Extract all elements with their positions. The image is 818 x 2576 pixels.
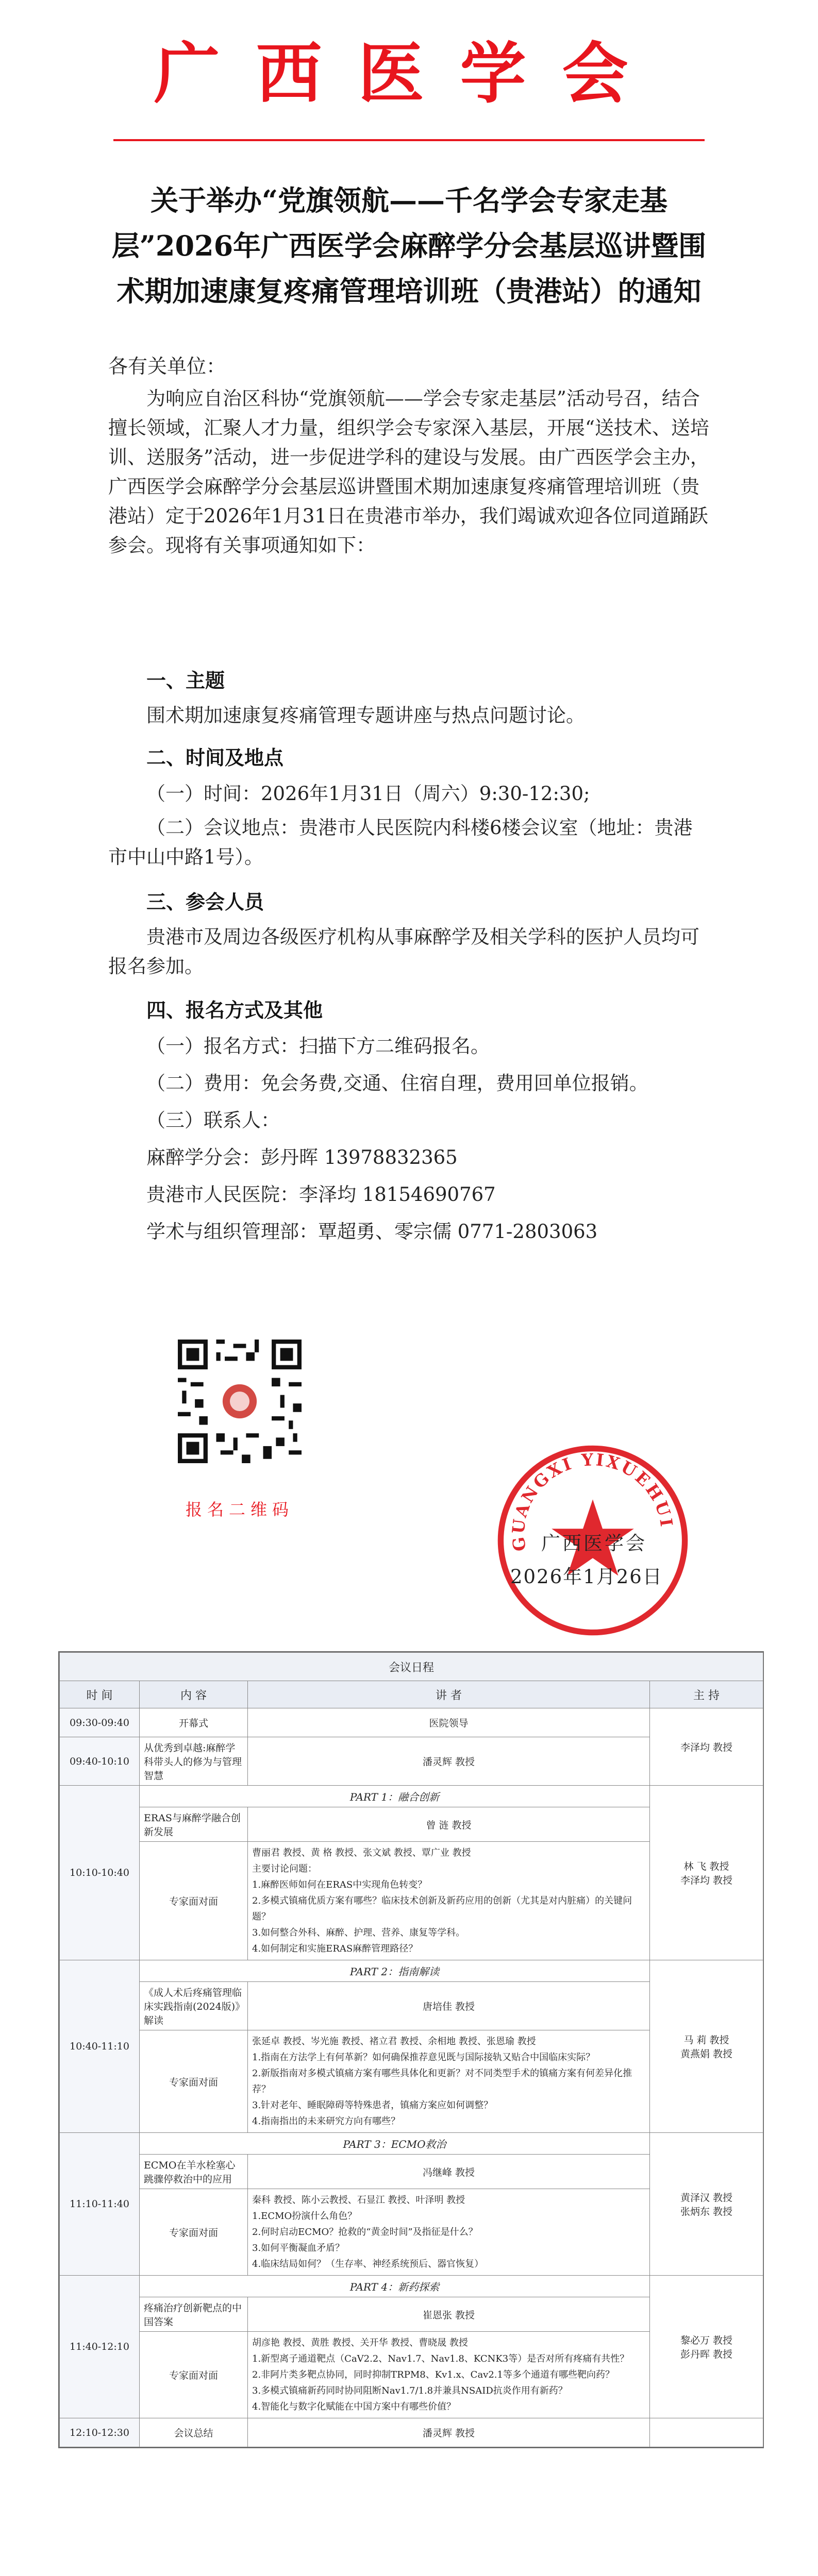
header-host: 主 持 (650, 1681, 763, 1708)
contact-anesthesia: 麻醉学分会：彭丹晖 13978832365 (146, 1146, 458, 1168)
discussion-line: 主要讨论问题： (252, 1863, 317, 1874)
row-time: 09:40-10:10 (60, 1737, 140, 1786)
row-host-empty (650, 2418, 763, 2447)
discussion-line: 1.ECMO扮演什么角色？ (252, 2211, 357, 2222)
signature-org: 广西医学会 (541, 1532, 647, 1554)
discussion-line: 4.指南指出的未来研究方向有哪些？ (252, 2116, 400, 2127)
discussion-line: 3.多模式镇痛新药同时协同阻断Nav1.7/1.8并兼具NSAID抗炎作用有新药？ (252, 2385, 567, 2396)
discussion-panel: 曹丽君 教授、黄 格 教授、张文斌 教授、覃广业 教授 (252, 1848, 471, 1858)
discussion-topics (248, 2189, 650, 2276)
row-speaker: 冯继峰 教授 (248, 2155, 650, 2189)
discussion-line: 4.智能化与数字化赋能在中国方案中有哪些价值？ (252, 2401, 456, 2412)
intro-paragraph: 为响应自治区科协“党旗领航——学会专家走基层”活动号召，结合擅长领域，汇聚人才力量，组织学会专家深入基层，开展“送技术、送培训、送服务”活动，进一步促进学科的建设与发展。由广西医学会主办，广西医学会麻醉学分会基层巡讲暨围术期加速康复疼痛管理培训班（贵港站）定于2026年1月31日在贵港市举办，我们竭诚欢迎各位同道踊跃参会。现将有关事项通知如下： (108, 387, 709, 556)
discussion-line: 1.麻醉医师如何在ERAS中实现角色转变？ (252, 1879, 427, 1890)
part-4-title: PART 4：新药探索 (140, 2276, 650, 2297)
row-host: 林 飞 教授 李泽均 教授 (650, 1786, 763, 1960)
contact-office: 学术与组织管理部：覃超勇、零宗儒 0771-2803063 (146, 1221, 598, 1243)
section-4-heading: 四、报名方式及其他 (146, 998, 323, 1022)
row-time: 10:10-10:40 (60, 1786, 140, 1960)
fee-note: （二）费用：免会务费,交通、住宿自理，费用回单位报销。 (146, 1072, 648, 1094)
discussion-line: 4.如何制定和实施ERAS麻醉管理路径？ (252, 1943, 418, 1954)
row-content: 会议总结 (140, 2418, 248, 2447)
discussion-line: 3.如何平衡凝血矛盾？ (252, 2243, 345, 2253)
section-2-place: （二）会议地点：贵港市人民医院内科楼6楼会议室（地址：贵港市中山中路1号）。 (108, 817, 693, 868)
part-1-title: PART 1：融合创新 (140, 1786, 650, 1807)
row-content: 开幕式 (140, 1708, 248, 1737)
discussion-line: 2.新版指南对多模式镇痛方案有哪些具体化和更新？对不同类型手术的镇痛方案有何差异化推荐？ (252, 2068, 632, 2095)
discussion-panel: 秦科 教授、陈小云教授、石显江 教授、叶泽明 教授 (252, 2195, 465, 2206)
signature-date: 2026年1月26日 (510, 1566, 663, 1588)
discussion-line: 2.何时启动ECMO？抢救的“黄金时间”及指征是什么？ (252, 2227, 478, 2238)
discussion-panel: 胡彦艳 教授、黄胜 教授、关开华 教授、曹晓晟 教授 (252, 2337, 468, 2348)
qr-caption: 报名二维码 (185, 1500, 294, 1519)
row-host: 李泽均 教授 (650, 1708, 763, 1786)
contact-hospital: 贵港市人民医院：李泽均 18154690767 (146, 1183, 496, 1206)
row-content: ERAS与麻醉学融合创新发展 (140, 1807, 248, 1842)
row-content: 《成人术后疼痛管理临床实践指南(2024版)》解读 (140, 1982, 248, 2030)
row-speaker: 唐培佳 教授 (248, 1982, 650, 2030)
section-3-text: 贵港市及周边各级医疗机构从事麻醉学及相关学科的医护人员均可报名参加。 (108, 926, 699, 977)
discussion-label: 专家面对面 (140, 1842, 248, 1960)
salutation: 各有关单位： (108, 355, 226, 378)
svg-text:GUANGXI YIXUEHUI: GUANGXI YIXUEHUI (508, 1449, 677, 1553)
row-speaker: 医院领导 (248, 1708, 650, 1737)
org-title: 广西医学会 (154, 35, 664, 112)
section-3-heading: 三、参会人员 (146, 890, 264, 913)
part-2-title: PART 2：指南解读 (140, 1960, 650, 1982)
discussion-line: 2.多模式镇痛优质方案有哪些？临床技术创新及新药应用的创新（尤其是对内脏痛）的关键问题？ (252, 1895, 632, 1922)
discussion-topics (248, 2030, 650, 2133)
discussion-line: 3.针对老年、睡眠障碍等特殊患者，镇痛方案应如何调整？ (252, 2100, 493, 2111)
discussion-topics (248, 1842, 650, 1960)
row-time: 09:30-09:40 (60, 1708, 140, 1737)
red-divider (113, 139, 705, 141)
schedule-table (58, 1651, 764, 2448)
discussion-line: 1.新型离子通道靶点（CaV2.2、Nav1.7、Nav1.8、KCNK3等）是否对所有疼痛有共性？ (252, 2353, 629, 2364)
header-content: 内 容 (140, 1681, 248, 1708)
header-time: 时 间 (60, 1681, 140, 1708)
header-speaker: 讲 者 (248, 1681, 650, 1708)
discussion-line: 4.临床结局如何？（生存率、神经系统预后、器官恢复） (252, 2259, 484, 2269)
notice-title: 关于举办“党旗领航——千名学会专家走基层”2026年广西医学会麻醉学分会基层巡讲暨围术期加速康复疼痛管理培训班（贵港站）的通知 (111, 184, 707, 308)
row-time: 10:40-11:10 (60, 1960, 140, 2133)
discussion-panel: 张延卓 教授、岑光施 教授、褚立君 教授、余相地 教授、张恩瑜 教授 (252, 2036, 536, 2047)
discussion-topics (248, 2332, 650, 2418)
row-speaker: 崔恩张 教授 (248, 2297, 650, 2332)
row-content: 疼痛治疗创新靶点的中国答案 (140, 2297, 248, 2332)
schedule-caption: 会议日程 (60, 1653, 763, 1681)
row-content: 从优秀到卓越:麻醉学科带头人的修为与管理智慧 (140, 1737, 248, 1786)
row-speaker: 潘灵辉 教授 (248, 2418, 650, 2447)
row-host: 马 莉 教授 黄燕娟 教授 (650, 1960, 763, 2133)
row-speaker: 曾 涟 教授 (248, 1807, 650, 1842)
row-time: 11:10-11:40 (60, 2133, 140, 2276)
discussion-line: 3.如何整合外科、麻醉、护理、营养、康复等学科。 (252, 1927, 465, 1938)
discussion-line: 1.指南在方法学上有何革新？如何确保推荐意见既与国际接轨又贴合中国临床实际？ (252, 2052, 595, 2063)
row-speaker: 潘灵辉 教授 (248, 1737, 650, 1786)
row-host: 黎必万 教授 彭丹晖 教授 (650, 2276, 763, 2418)
discussion-line: 2.非阿片类多靶点协同，同时抑制TRPM8、Kv1.x、Cav2.1等多个通道有哪些靶向药？ (252, 2369, 614, 2380)
row-time: 11:40-12:10 (60, 2276, 140, 2418)
part-3-title: PART 3：ECMO救治 (140, 2133, 650, 2155)
row-content: ECMO在羊水栓塞心跳骤停救治中的应用 (140, 2155, 248, 2189)
row-time: 12:10-12:30 (60, 2418, 140, 2447)
section-1-heading: 一、主题 (146, 669, 225, 692)
section-1-text: 围术期加速康复疼痛管理专题讲座与热点问题讨论。 (146, 704, 585, 726)
section-2-heading: 二、时间及地点 (146, 746, 284, 769)
row-host: 黄泽汉 教授 张炳东 教授 (650, 2133, 763, 2276)
section-2-time: （一）时间：2026年1月31日（周六）9:30-12:30; (146, 783, 590, 805)
signup-qr-code[interactable] (178, 1340, 302, 1463)
contacts-label: （三）联系人： (146, 1109, 280, 1131)
signup-method: （一）报名方式：扫描下方二维码报名。 (146, 1035, 490, 1057)
discussion-label: 专家面对面 (140, 2030, 248, 2133)
discussion-label: 专家面对面 (140, 2189, 248, 2276)
discussion-label: 专家面对面 (140, 2332, 248, 2418)
